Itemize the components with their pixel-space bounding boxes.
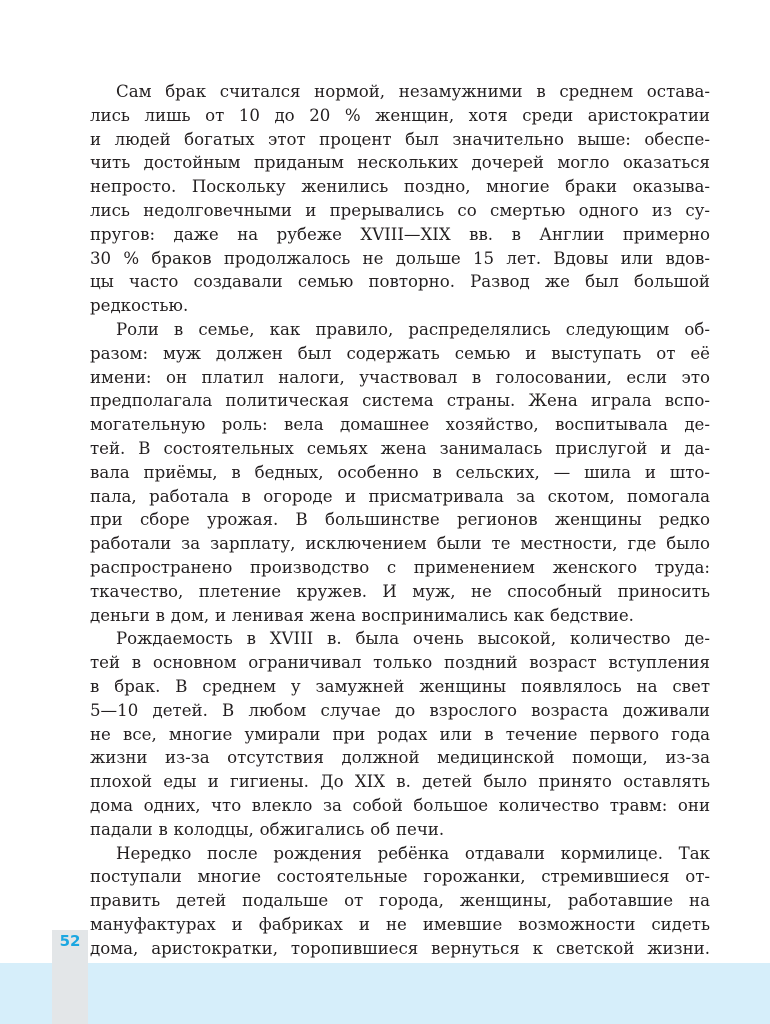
paragraph-wet-nurse <box>90 842 710 961</box>
text-line: править детей подальше от города, женщины, работавшие на <box>90 891 710 911</box>
text-line: при сборе урожая. В большинстве регионов женщины редко <box>90 510 710 530</box>
text-line: плохой еды и гигиены. До XIX в. детей было принято оставлять <box>90 772 710 792</box>
text-line: работали за зарплату, исключением были те местности, где было <box>90 534 710 554</box>
text-line: 5—10 детей. В любом случае до взрослого возраста доживали <box>90 700 710 720</box>
text-line: непросто. Поскольку женились поздно, многие браки оказыва- <box>90 177 710 197</box>
text-line: пала, работала в огороде и присматривала за скотом, помогала <box>90 486 710 506</box>
text-line: Рождаемость в XVIII в. была очень высокой, количество де- <box>116 629 710 649</box>
text-line: разом: муж должен был содержать семью и выступать от её <box>90 343 710 363</box>
text-line: поступали многие состоятельные горожанки, стремившиеся от- <box>90 867 710 887</box>
text-line: пругов: даже на рубеже XVIII—XIX вв. в Англии примерно <box>90 224 710 244</box>
text-line: тей в основном ограничивал только поздний возраст вступления <box>90 653 710 673</box>
text-line: не все, многие умирали при родах или в течение первого года <box>90 724 710 744</box>
text-line: 30 % браков продолжалось не дольше 15 лет. Вдовы или вдов- <box>90 248 710 268</box>
text-line: чить достойным приданым нескольких дочерей могло оказаться <box>90 153 710 173</box>
text-line: в брак. В среднем у замужней женщины появлялось на свет <box>90 676 710 696</box>
paragraph-birth-rate <box>90 627 710 841</box>
text-line: лись недолговечными и прерывались со смертью одного из су- <box>90 200 710 220</box>
text-line: дома, аристократки, торопившиеся вернуться к светской жизни. <box>90 938 710 958</box>
text-line: лись лишь от 10 до 20 % женщин, хотя среди аристократии <box>90 105 710 125</box>
text-line: могательную роль: вела домашнее хозяйство, воспитывала де- <box>90 415 710 435</box>
footer-band <box>0 963 770 1024</box>
text-line: редкостью. <box>90 296 189 316</box>
text-line: предполагала политическая система страны. Жена играла вспо- <box>90 391 710 411</box>
text-line: и людей богатых этот процент был значительно выше: обеспе- <box>90 129 710 149</box>
page-number: 52 <box>59 932 81 950</box>
text-line: жизни из-за отсутствия должной медицинской помощи, из-за <box>90 748 710 768</box>
text-line: Сам брак считался нормой, незамужними в среднем остава- <box>116 82 710 101</box>
text-line: Нередко после рождения ребёнка отдавали кормилице. Так <box>116 843 710 863</box>
text-line: деньги в дом, и ленивая жена воспринимались как бедствие. <box>90 605 634 625</box>
text-line: падали в колодцы, обжигались об печи. <box>90 819 445 839</box>
paragraph-family-roles <box>90 318 710 627</box>
main-text <box>90 80 710 960</box>
text-line: распространено производство с применением женского труда: <box>90 557 710 577</box>
paragraph-marriage <box>90 80 710 318</box>
text-line: цы часто создавали семью повторно. Развод же был большой <box>90 272 710 292</box>
text-line: Роли в семье, как правило, распределялись следующим об- <box>116 319 710 339</box>
text-line: имени: он платил налоги, участвовал в голосовании, если это <box>90 367 710 387</box>
text-line: вала приёмы, в бедных, особенно в сельских, — шила и што- <box>90 462 710 482</box>
text-line: мануфактурах и фабриках и не имевшие возможности сидеть <box>90 914 710 934</box>
text-line: ткачество, плетение кружев. И муж, не способный приносить <box>90 581 710 601</box>
text-line: дома одних, что влекло за собой большое количество травм: они <box>90 795 710 815</box>
text-line: тей. В состоятельных семьях жена занималась прислугой и да- <box>90 438 710 458</box>
